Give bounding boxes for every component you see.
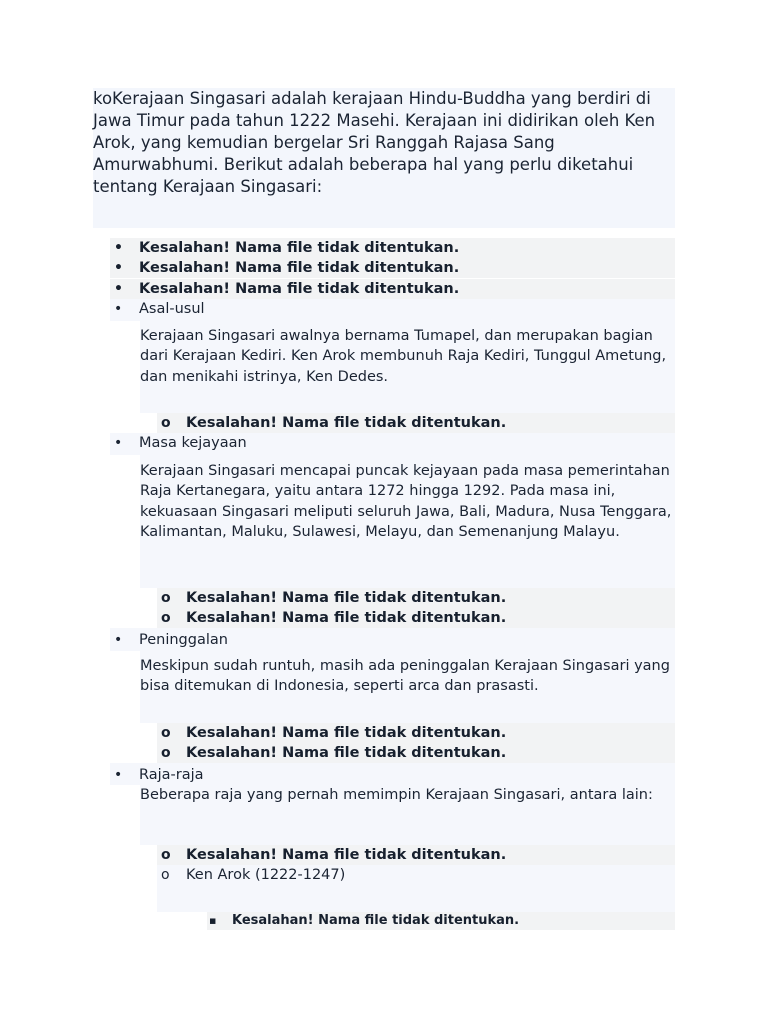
list-item-ken-arok <box>157 865 675 912</box>
bullet-marker: o <box>161 590 171 606</box>
bullet-marker: o <box>161 745 171 761</box>
section-title: Raja-raja <box>139 767 204 783</box>
error-text: Kesalahan! Nama file tidak ditentukan. <box>186 847 507 863</box>
error-text: Kesalahan! Nama file tidak ditentukan. <box>186 415 507 431</box>
error-list-item <box>110 279 675 299</box>
error-text: Kesalahan! Nama file tidak ditentukan. <box>139 240 460 256</box>
bullet-marker: • <box>114 260 123 276</box>
section-title: Masa kejayaan <box>139 435 247 451</box>
section-peninggalan <box>110 628 675 651</box>
error-text: Kesalahan! Nama file tidak ditentukan. <box>139 260 460 276</box>
bullet-marker: • <box>114 435 123 451</box>
error-text: Kesalahan! Nama file tidak ditentukan. <box>186 745 507 761</box>
bullet-marker: o <box>161 725 171 741</box>
bullet-marker: • <box>114 301 123 317</box>
section-asal-usul <box>110 299 675 321</box>
section-title: Asal-usul <box>139 301 205 317</box>
intro-paragraph: koKerajaan Singasari adalah kerajaan Hindu-Buddha yang berdiri di Jawa Timur pada tahun 1222 Masehi. Kerajaan ini didirikan oleh Ken Arok, yang kemudian bergelar Sri Ranggah Rajasa Sang Amurwabhumi. Berikut adalah beberapa hal yang perlu diketahui tentang Kerajaan Singasari: <box>93 88 675 228</box>
error-text: Kesalahan! Nama file tidak ditentukan. <box>139 281 460 297</box>
section-raja-raja-text: Beberapa raja yang pernah memimpin Kerajaan Singasari, antara lain: <box>140 785 675 845</box>
error-list-item <box>110 238 675 258</box>
error-text: Kesalahan! Nama file tidak ditentukan. <box>186 590 507 606</box>
error-list-item <box>157 413 675 433</box>
error-text: Kesalahan! Nama file tidak ditentukan. <box>186 725 507 741</box>
error-list-item <box>207 912 675 930</box>
bullet-marker: • <box>114 240 123 256</box>
section-masa-kejayaan-text: Kerajaan Singasari mencapai puncak kejayaan pada masa pemerintahan Raja Kertanegara, yaitu antara 1272 hingga 1292. Pada masa ini, kekuasaan Singasari meliputi seluruh Jawa, Bali, Madura, Nusa Tenggara, Kalimantan, Maluku, Sulawesi, Melayu, dan Semenanjung Malayu. <box>140 455 675 588</box>
error-list-item <box>157 723 675 743</box>
error-list-item <box>157 845 675 865</box>
section-raja-raja <box>110 763 675 785</box>
error-list-item <box>110 258 675 278</box>
ken-arok-text: Ken Arok (1222-1247) <box>186 867 346 883</box>
bullet-marker: o <box>161 847 171 863</box>
bullet-marker: o <box>161 610 171 626</box>
bullet-marker: • <box>114 281 123 297</box>
error-list-item <box>157 743 675 763</box>
error-list-item <box>157 588 675 608</box>
bullet-marker: ▪ <box>209 914 217 927</box>
bullet-marker: o <box>161 867 170 883</box>
bullet-marker: • <box>114 767 123 783</box>
section-title: Peninggalan <box>139 632 228 648</box>
bullet-marker: o <box>161 415 171 431</box>
section-asal-usul-text: Kerajaan Singasari awalnya bernama Tumapel, dan merupakan bagian dari Kerajaan Kediri. Ken Arok membunuh Raja Kediri, Tunggul Ametung, dan menikahi istrinya, Ken Dedes. <box>140 321 675 413</box>
error-list-item <box>157 608 675 628</box>
error-text: Kesalahan! Nama file tidak ditentukan. <box>186 610 507 626</box>
section-masa-kejayaan <box>110 433 675 455</box>
bullet-marker: • <box>114 632 123 648</box>
section-peninggalan-text: Meskipun sudah runtuh, masih ada peninggalan Kerajaan Singasari yang bisa ditemukan di Indonesia, seperti arca dan prasasti. <box>140 651 675 723</box>
error-text: Kesalahan! Nama file tidak ditentukan. <box>232 913 520 928</box>
